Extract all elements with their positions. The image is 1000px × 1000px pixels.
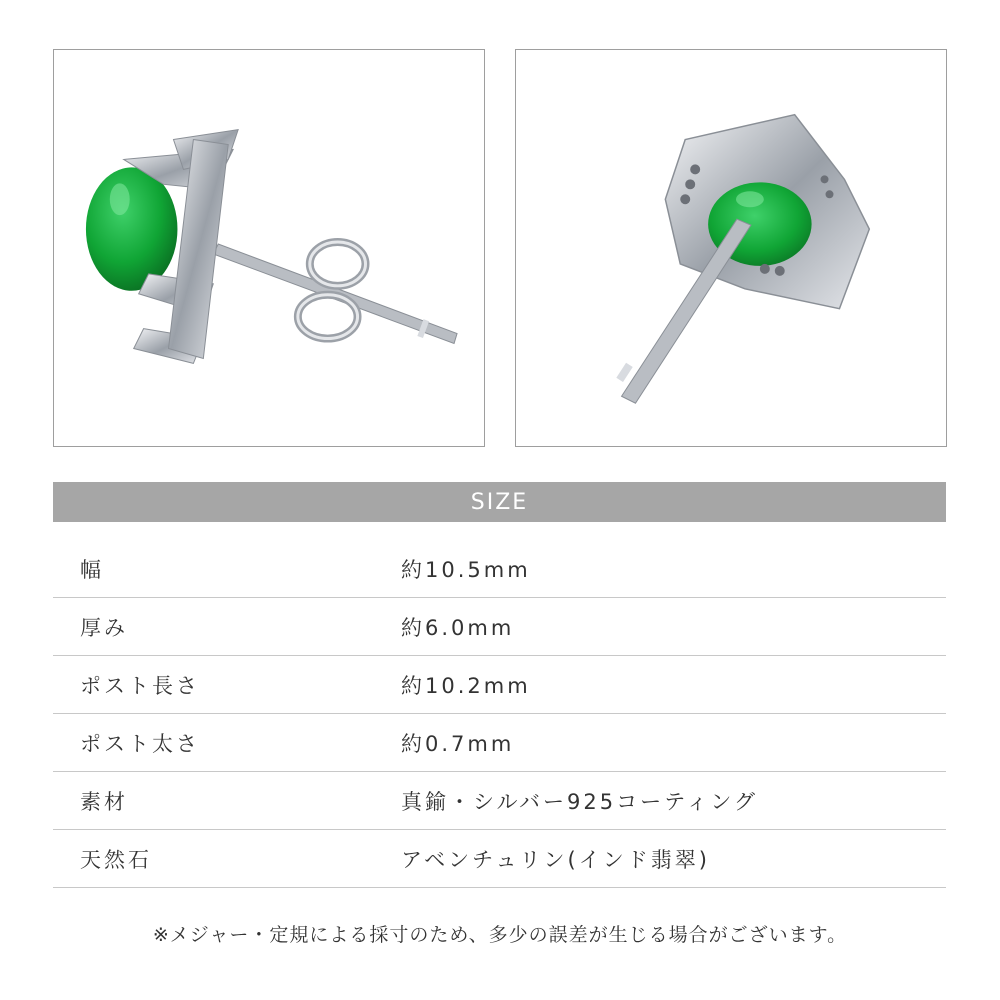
measurement-note: ※メジャー・定規による採寸のため、多少の誤差が生じる場合がございます。 <box>152 924 848 946</box>
earring-side-image <box>54 50 484 446</box>
spec-table <box>53 540 946 888</box>
spec-label: 天然石 <box>80 847 152 872</box>
spec-row-stone <box>53 830 946 888</box>
spec-value: 約6.0mm <box>401 615 515 640</box>
earring-back-image <box>516 50 946 446</box>
spec-value: 真鍮・シルバー925コーティング <box>401 789 758 814</box>
spec-row-material <box>53 772 946 830</box>
spec-value: アベンチュリン(インド翡翠) <box>401 847 710 872</box>
spec-label: ポスト長さ <box>80 673 200 698</box>
spec-value: 約10.2mm <box>401 673 531 698</box>
spec-value: 約10.5mm <box>401 557 531 582</box>
spec-label: 素材 <box>80 789 128 814</box>
product-photo-side <box>53 49 485 447</box>
spec-label: 厚み <box>80 615 128 640</box>
spec-label: 幅 <box>80 557 104 582</box>
spec-value: 約0.7mm <box>401 731 515 756</box>
spec-label: ポスト太さ <box>80 731 200 756</box>
spec-row-post-thickness <box>53 714 946 772</box>
product-photo-back <box>515 49 947 447</box>
spec-row-width <box>53 540 946 598</box>
size-section-header: SIZE <box>53 482 946 522</box>
spec-row-post-length <box>53 656 946 714</box>
spec-row-thickness <box>53 598 946 656</box>
